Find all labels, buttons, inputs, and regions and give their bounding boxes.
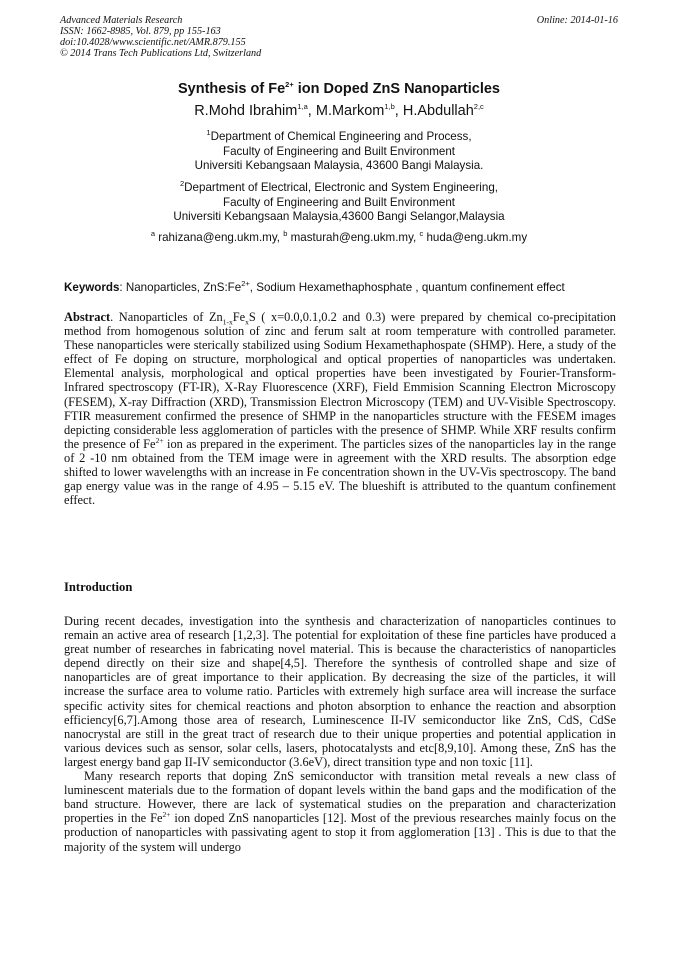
section-heading: Introduction: [64, 580, 133, 594]
affiliation-1: $^1$Department of Chemical Engineering and Process, Faculty of Engineering and Built Environment Universiti Kebangsaan Malaysia, 43600 Bangi Malaysia.: [194, 128, 484, 173]
keywords-line: Keywords: Nanoparticles, $ZnS:Fe^{2+}$, Sodium Hexamethaphosphate , quantum confinement effect: [64, 279, 565, 294]
issn: ISSN: 1662-8985, Vol. 879, pp 155-163: [60, 26, 221, 37]
journal-header: [60, 15, 618, 59]
affiliation-2: $^2$Department of Electrical, Electronic and System Engineering, Faculty of Engineering and Built Environment Universiti Kebangsaan Malaysia,43600 Bangi Selangor,Malaysia: [173, 179, 505, 224]
email-link[interactable]: masturah@eng.ukm.my,: [290, 231, 420, 244]
author-emails: $^a$ rahizana@eng.ukm.my, $^b$ masturah@eng.ukm.my, $^c$ huda@eng.ukm.my: [150, 229, 528, 244]
doi[interactable]: doi:10.4028/www.scientific.net/AMR.879.155: [60, 37, 246, 48]
email-link[interactable]: rahizana@eng.ukm.my,: [158, 231, 284, 244]
author-name: M.Markom: [315, 103, 385, 119]
introduction-body: [64, 614, 616, 854]
author-name: R.Mohd Ibrahim: [194, 103, 298, 119]
paper-title: Synthesis of $Fe^{2+}$ ion Doped ZnS Nanoparticles: [178, 80, 500, 97]
online-date: Online: 2014-01-16: [536, 15, 618, 26]
author-list: R.Mohd Ibrahim$^{1,a}$, M.Markom$^{1,b}$, H.Abdullah$^{2,c}$: [194, 102, 484, 119]
email-link[interactable]: huda@eng.ukm.my: [426, 231, 528, 244]
journal-name: Advanced Materials Research: [60, 15, 183, 26]
intro-paragraph-1: During recent decades, investigation into the synthesis and characterization of nanoparticles continues to remain an active area of research [1,2,3]. The potential for exploitation of these fine particles have produced a great number of researches in fabricating novel material. This is because the characteristics of nanoparticles depend directly on their size and shape[4,5]. Therefore the synthesis of controlled shape and size of nanoparticles are of great importance to their application. By decreasing the size of the particles, it will increase the surface area to volume ratio. Particles with extremely high surface area will increase the surface specific activity sites for chemical reactions and photon absorption to enhance the reaction and absorption efficiency[6,7].Among those area of research, Luminescence II-IV semiconductor like ZnS, CdS, CdSe nanocrystal are still in the great tract of research due to their unique properties and potential application in various devices such as sensor, solar cells, lasers, photocatalysts and etc[8,9,10]. Among these, ZnS has the largest energy band gap II-IV semiconductor (3.6eV), direct transition type and non toxic [11].: [64, 614, 616, 769]
abstract-paragraph: Abstract. Nanoparticles of $Zn_{1-x}Fe_xS$ ( x=0.0,0.1,0.2 and 0.3) were prepared by chemical co-precipitation method from homogenous solution of zinc and ferum salt at room temperature with controlled parameter. These nanoparticles were sterically stabilized using Sodium Hexamethaphospate (SHMP). Here, a study of the effect of Fe doping on structure, morphological and optical properties of nanoparticles was undertaken. Elemental analysis, morphological and optical properties have been investigated by Fourier-Transform-Infrared spectroscopy (FT-IR), X-Ray Fluorescence (XRF), Field Emmision Scanning Electron Microscopy (FESEM), X-ray Diffraction (XRD), Transmission Electron Microscopy (TEM) and UV-Visible Spectroscopy. FTIR measurement confirmed the presence of SHMP in the nanoparticles structure with the FESEM images depicting considerable less agglomeration of particles with the presence of SHMP. While XRF results confirm the presence of $Fe^{2+}$ ion as prepared in the experiment. The particles sizes of the nanoparticles lay in the range of 2 -10 nm obtained from the TEM image were in agreement with the XRD results. The absorption edge shifted to lower wavelengths with an increase in Fe concentration shown in the UV-Vis spectroscopy. The band gap energy value was in the range of 4.95 – 5.15 eV. The blueshift is attributed to the quantum confinement effect.: [64, 310, 616, 508]
copyright: © 2014 Trans Tech Publications Ltd, Switzerland: [60, 48, 262, 59]
abstract-label: Abstract: [64, 310, 111, 324]
intro-paragraph-2: Many research reports that doping ZnS semiconductor with transition metal reveals a new class of luminescent materials due to the formation of dopant levels within the band gaps and the modification of the band structure. However, there are lack of systematical studies on the preparation and characterization properties in the $Fe^{2+}$ ion doped ZnS nanoparticles [12]. Most of the previous researches mainly focus on the production of nanoparticles with passivating agent to stop it from agglomeration [13] . This is due to that the majority of the system will undergo: [64, 769, 616, 854]
author-name: H.Abdullah: [402, 103, 474, 119]
keywords-label: Keywords: [64, 281, 120, 294]
